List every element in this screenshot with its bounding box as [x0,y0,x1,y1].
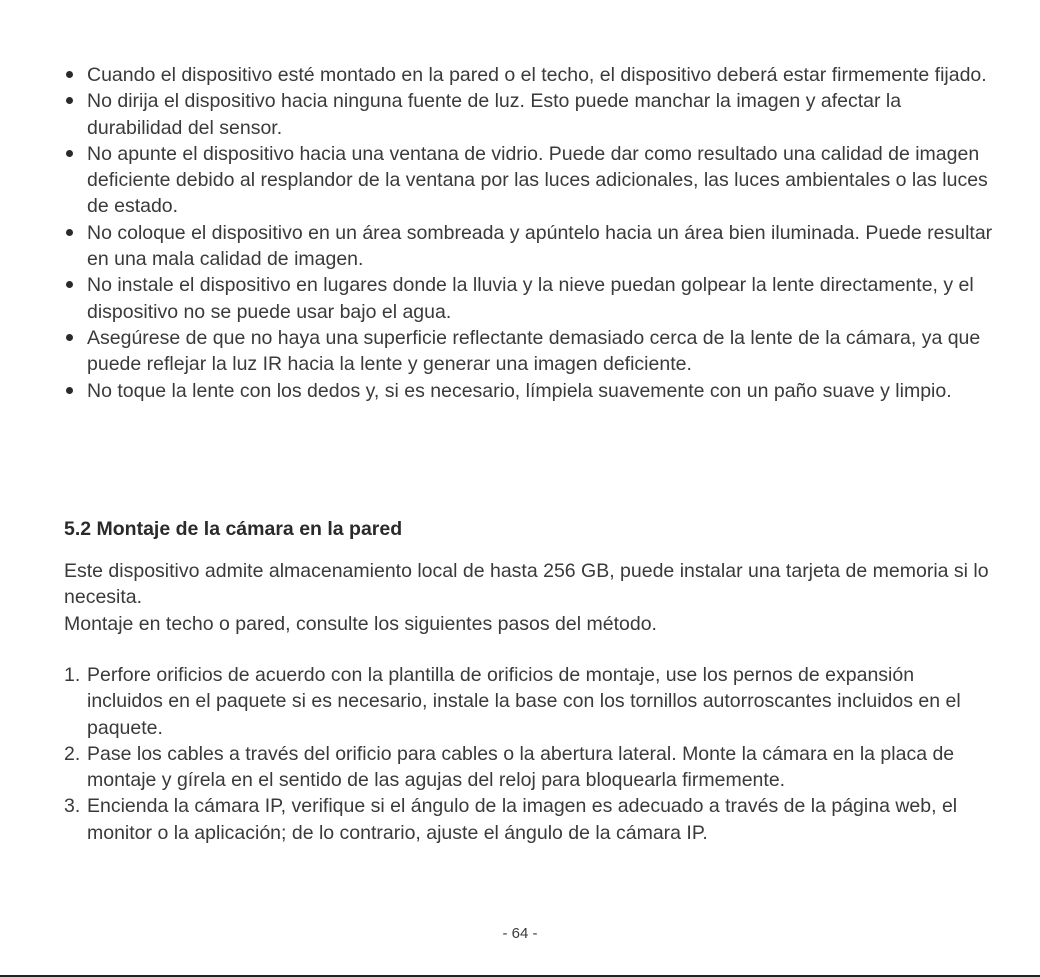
list-item [64,272,994,325]
list-item [64,88,994,141]
section-note: Montaje en techo o pared, consulte los siguientes pasos del método. [64,613,657,635]
bullet-icon [66,97,73,104]
list-item-text: No apunte el dispositivo hacia una ventana de vidrio. Puede dar como resultado una calidad de imagen deficiente debido al resplandor de la ventana por las luces adicionales, las luces ambientales o las luces de estado. [87,142,988,218]
list-item [64,220,994,273]
list-item [64,62,994,88]
step-item [64,662,994,741]
step-text: Pase los cables a través del orificio para cables o la abertura lateral. Monte la cámara en la placa de montaje y gírela en el sentido de las agujas del reloj para bloquearla firmemente. [87,742,955,792]
mounting-steps-list [64,662,994,846]
step-text: Encienda la cámara IP, verifique si el ángulo de la imagen es adecuado a través de la página web, el monitor o la aplicación; de lo contrario, ajuste el ángulo de la cámara IP. [87,795,958,844]
bullet-icon [66,334,73,341]
section-intro: Este dispositivo admite almacenamiento local de hasta 256 GB, puede instalar una tarjeta de memoria si lo necesita. [64,560,989,609]
list-item-text: No instale el dispositivo en lugares donde la lluvia y la nieve puedan golpear la lente directamente, y el dispositivo no se puede usar bajo el agua. [87,274,974,323]
list-item-text: Asegúrese de que no haya una superficie reflectante demasiado cerca de la lente de la cámara, ya que puede reflejar la luz IR hacia la lente y generar una imagen deficiente. [87,326,981,376]
list-item [64,378,994,404]
bullet-icon [66,71,73,78]
list-item-text: No dirija el dispositivo hacia ninguna fuente de luz. Esto puede manchar la imagen y afectar la durabilidad del sensor. [87,90,902,139]
bullet-icon [66,229,73,236]
precautions-list [64,62,994,404]
step-text: Perfore orificios de acuerdo con la plantilla de orificios de montaje, use los pernos de expansión incluidos en el paquete si es necesario, instale la base con los tornillos autorroscantes incluidos en el paquete. [87,664,961,739]
list-item [64,141,994,220]
list-item-text: Cuando el dispositivo esté montado en la pared o el techo, el dispositivo deberá estar firmemente fijado. [87,64,987,86]
step-number: 3. [64,795,81,818]
list-item-text: No toque la lente con los dedos y, si es necesario, límpiela suavemente con un paño suave y limpio. [87,379,952,402]
step-item [64,741,994,794]
step-item [64,793,994,846]
step-number: 1. [64,664,81,686]
step-number: 2. [64,742,81,765]
bullet-icon [66,281,73,288]
bullet-icon [66,150,73,157]
list-item-text: No coloque el dispositivo en un área sombreada y apúntelo hacia un área bien iluminada. Puede resultar en una mala calidad de imagen. [87,221,993,271]
page-number: - 64 - [502,925,538,942]
bullet-icon [66,387,73,394]
list-item [64,325,994,378]
section-heading: 5.2 Montaje de la cámara en la pared [64,518,403,540]
